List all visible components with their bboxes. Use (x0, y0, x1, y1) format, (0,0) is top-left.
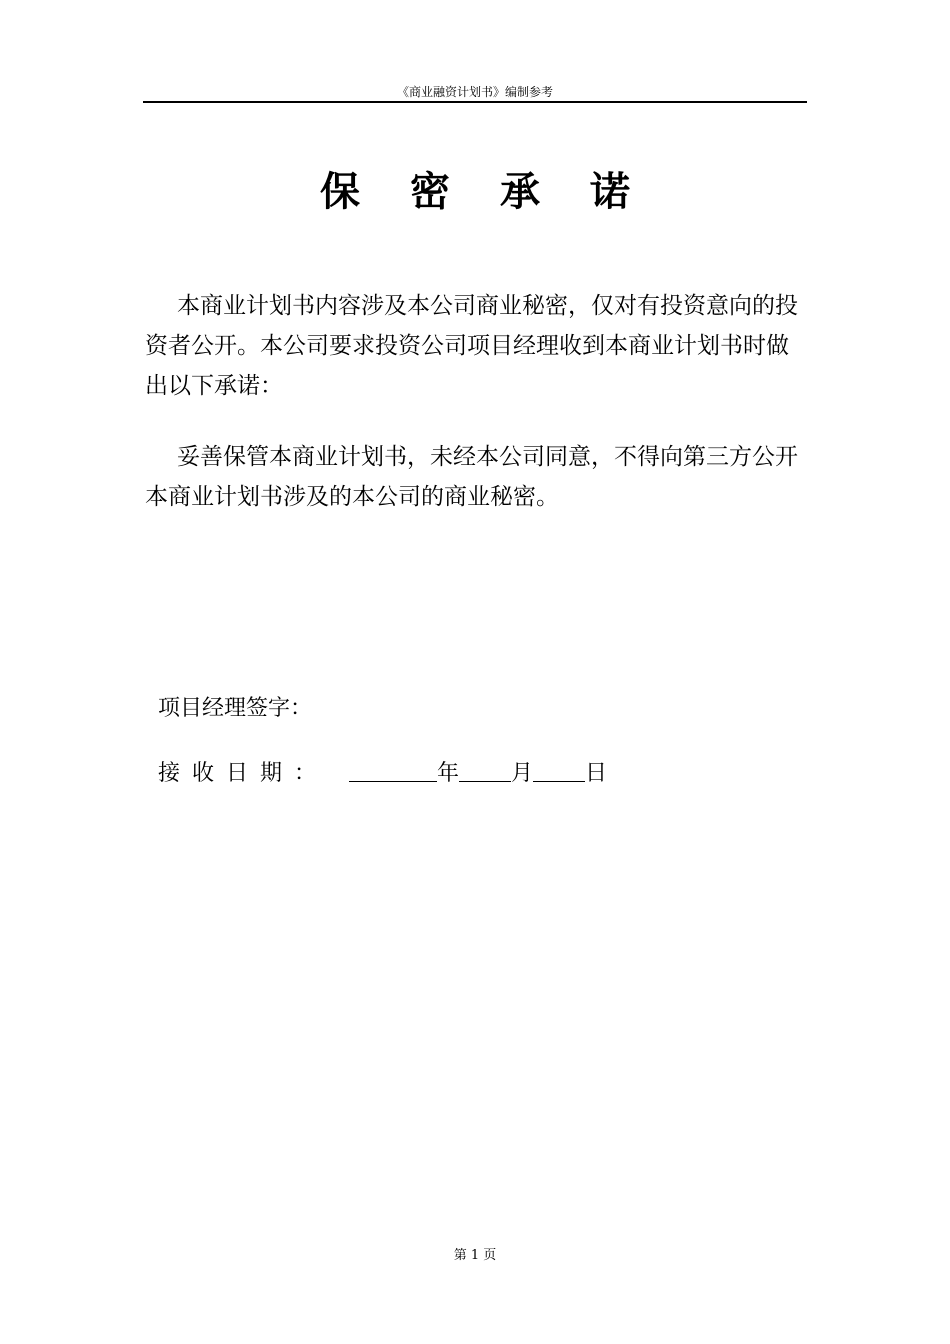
page-number: 1 (470, 1248, 480, 1263)
page-footer (0, 1247, 950, 1265)
signature-label: 项目经理签字： (158, 696, 313, 721)
receipt-date-label: 接收日期： (158, 761, 329, 786)
year-blank (349, 761, 437, 782)
body-paragraph-1: 本商业计划书内容涉及本公司商业秘密，仅对有投资意向的投资者公开。本公司要求投资公司项目经理收到本商业计划书时做出以下承诺： (145, 293, 798, 399)
receipt-date-line (158, 759, 607, 789)
body-paragraph-2: 妥善保管本商业计划书，未经本公司同意，不得向第三方公开本商业计划书涉及的本公司的商业秘密。 (145, 444, 798, 510)
header-text: 《商业融资计划书》编制参考 (396, 85, 553, 99)
year-label: 年 (437, 761, 460, 786)
page-prefix: 第 (453, 1248, 467, 1263)
month-label: 月 (511, 761, 534, 786)
month-blank (459, 761, 511, 782)
day-blank (533, 761, 585, 782)
day-label: 日 (585, 761, 608, 786)
page-suffix: 页 (483, 1248, 497, 1263)
header-divider (143, 101, 807, 103)
page-title: 保密承诺 (320, 168, 680, 215)
